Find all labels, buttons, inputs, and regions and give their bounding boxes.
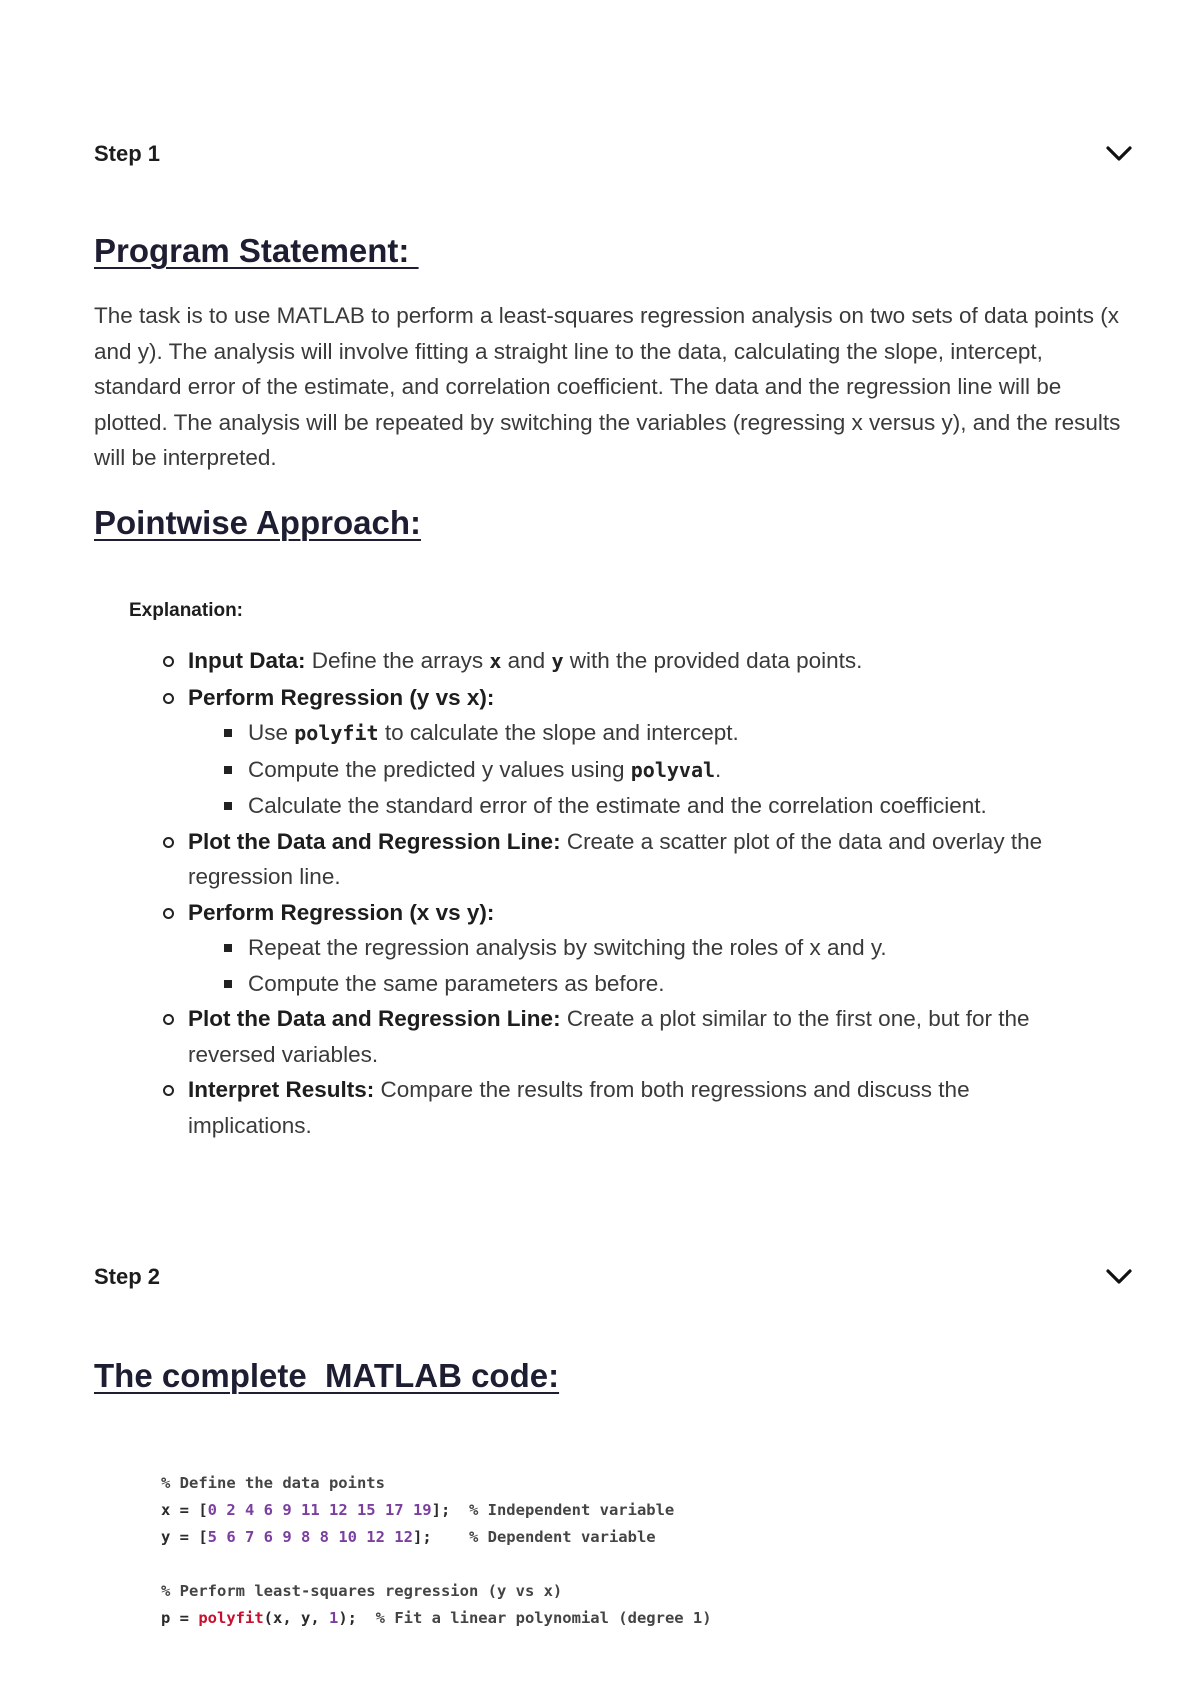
list-item-regression-x-vs-y [188,895,1098,1002]
code-number: 5 6 7 6 9 8 8 10 12 12 [207,1528,413,1546]
item-text: to calculate the slope and intercept. [378,720,739,745]
sub-item: Compute the same parameters as before. [248,966,1098,1002]
code-text: x = [ [161,1501,208,1519]
code-comment: % Dependent variable [468,1528,656,1546]
list-item-plot-2 [188,1001,1098,1072]
code-comment: % Define the data points [161,1474,385,1492]
code-comment: % Fit a linear polynomial (degree 1) [375,1609,712,1627]
code-number: 1 [328,1609,339,1627]
step-2-label: Step 2 [94,1264,161,1289]
step-1-header[interactable] [94,134,1134,174]
list-item-plot-1 [188,824,1098,895]
item-lead: Plot the Data and Regression Line: [188,1006,561,1031]
item-text: and [501,648,552,673]
item-text: with the provided data points. [563,648,863,673]
code-text: (x, y, [263,1609,329,1627]
code-text: ); [338,1609,376,1627]
inline-code: polyfit [294,721,379,745]
item-lead: Input Data: [188,648,306,673]
program-statement-text: The task is to use MATLAB to perform a least-squares regression analysis on two sets of data points (x and y). The analysis will involve fitting a straight line to the data, calculating the slope, intercept, standard error of the estimate, and correlation coefficient. The data and the regression line will be plotted. The analysis will be repeated by switching the variables (regressing x versus y), and the results will be interpreted. [94,303,1121,470]
code-text: ]; [431,1501,469,1519]
inline-code: y [551,649,564,673]
step-2-header[interactable] [94,1257,1134,1297]
item-lead: Plot the Data and Regression Line: [188,828,561,854]
item-text: Compare the results from both regressions and discuss the implications. [188,1077,970,1138]
inline-code: polyval [630,757,716,782]
chevron-down-icon[interactable] [1104,140,1134,168]
approach-list [188,643,1098,1143]
list-item-interpret [188,1072,1098,1143]
item-lead: Interpret Results: [188,1077,375,1102]
list-item-input-data [188,643,1098,680]
sub-item: Repeat the regression analysis by switching the roles of x and y. [248,930,1098,966]
sub-list [188,715,1098,824]
code-number: 0 2 4 6 9 11 12 15 17 19 [207,1501,432,1519]
item-lead: Perform Regression (x vs y): [188,899,495,925]
code-text: ]; [412,1528,469,1546]
code-comment: % Perform least-squares regression (y vs x) [161,1582,563,1600]
item-text: Define the arrays [305,648,490,673]
code-text: p = [161,1609,199,1627]
item-text: Create a scatter plot of the data and overlay the regression line. [188,828,1043,889]
sub-item [248,715,1098,752]
list-item-regression-y-vs-x [188,680,1098,824]
inline-code: x [489,649,502,673]
pointwise-approach-heading: Pointwise Approach: [94,504,421,541]
sub-item [248,752,1098,789]
sub-item: Calculate the standard error of the estimate and the correlation coefficient. [248,788,1098,824]
item-text: Create a plot similar to the first one, but for the reversed variables. [188,1006,1030,1067]
code-block [161,1470,712,1632]
code-keyword: polyfit [198,1609,264,1627]
item-text: . [715,756,722,782]
chevron-down-icon[interactable] [1104,1263,1134,1291]
step-1-label: Step 1 [94,141,161,166]
item-text: Use [248,720,295,745]
matlab-code-heading: The complete MATLAB code: [94,1357,560,1394]
code-comment: % Independent variable [468,1501,675,1519]
sub-list [188,930,1098,1001]
item-text: Compute the predicted y values using [248,756,631,782]
explanation-label: Explanation: [129,600,244,621]
program-statement-heading: Program Statement: [94,232,419,269]
code-text: y = [ [161,1528,208,1546]
item-lead: Perform Regression (y vs x): [188,684,495,710]
